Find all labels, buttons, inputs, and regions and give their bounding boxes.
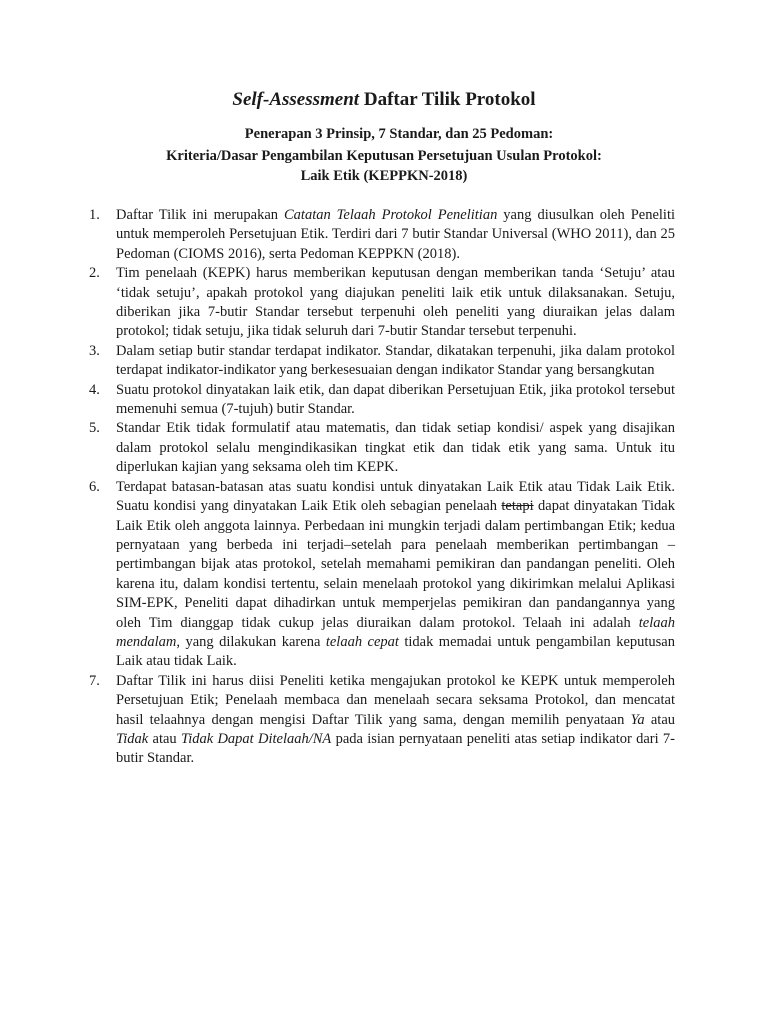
item-text: yang diusulkan oleh Peneliti untuk memperoleh Persetujuan Etik. Terdiri dari 7 butir Standar Universal (WHO 2011), dan 25 Pedoman (CIOMS 2016), serta Pedoman KEPPKN (2018). [116, 207, 675, 262]
item-text-italic: telaah cepat [325, 633, 399, 650]
item-text: atau [148, 730, 181, 747]
list-item-number: 3. [89, 342, 100, 359]
item-text: atau [644, 711, 676, 728]
list-item-number: 7. [89, 672, 100, 689]
item-text-italic: Tidak [116, 730, 149, 747]
title-rest: Daftar Tilik Protokol [359, 89, 536, 110]
numbered-list [89, 206, 675, 769]
list-item [89, 419, 675, 477]
subtitle-line-1: Penerapan 3 Prinsip, 7 Standar, dan 25 Pedoman: [244, 126, 554, 142]
subtitle-line-2: Kriteria/Dasar Pengambilan Keputusan Persetujuan Usulan Protokol: [166, 148, 602, 164]
item-text: Suatu protokol dinyatakan laik etik, dan dapat diberikan Persetujuan Etik, jika protokol tersebut memenuhi semua (7-tujuh) butir Standar. [116, 381, 675, 418]
item-text: Terdapat batasan-batasan atas suatu kondisi untuk dinyatakan Laik Etik atau Tidak Laik Etik. Suatu kondisi yang dinyatakan Laik Etik oleh sebagian penelaah [116, 478, 675, 515]
list-item [89, 264, 675, 342]
item-text: Dalam setiap butir standar terdapat indikator. Standar, dikatakan terpenuhi, jika dalam protokol terdapat indikator-indikator yang berkesesuaian dengan indikator Standar yang bersangkutan [116, 342, 675, 379]
item-text: Daftar Tilik ini merupakan [116, 207, 284, 223]
list-item [89, 478, 675, 672]
document-title [0, 88, 768, 112]
item-text: tidak memadai untuk pengambilan keputusan Laik atau tidak Laik. [116, 633, 675, 670]
list-item-number: 5. [89, 420, 100, 437]
item-text: pada isian pernyataan peneliti atas setiap indikator dari 7-butir Standar. [116, 730, 675, 767]
list-item [89, 342, 675, 381]
item-text: Daftar Tilik ini harus diisi Peneliti ketika mengajukan protokol ke KEPK untuk memperoleh Persetujuan Etik; Penelaah membaca dan menelaah secara seksama Protokol, dan mencatat hasil telaahnya dengan mengisi Daftar Tilik yang sama, dengan memilih penyataan [116, 672, 675, 728]
subtitle-line-3: Laik Etik (KEPPKN-2018) [300, 168, 468, 184]
item-text-italic: Ya [630, 711, 645, 728]
item-text-italic: Catatan Telaah Protokol Penelitian [284, 207, 498, 223]
title-italic-part: Self-Assessment [232, 89, 360, 110]
item-text: Standar Etik tidak formulatif atau matematis, dan tidak setiap kondisi/ aspek yang disajikan dalam protokol selalu mengindikasikan tingkat etik dan tidak etik yang sama. Untuk itu diperlukan kajian yang seksama oleh tim KEPK. [116, 420, 675, 476]
list-item-number: 4. [89, 381, 100, 398]
item-text-italic: Tidak Dapat Ditelaah/NA [180, 730, 332, 747]
item-text: dapat dinyatakan Tidak Laik Etik oleh anggota lainnya. Perbedaan ini mungkin terjadi dalam pertimbangan Etik; kedua pernyataan yang berbeda ini terjadi‒setelah para penelaah memberikan pertimbangan ‒ pertimbangan bijak atas protokol, setelah memahami pemikiran dan pandangan peneliti. Oleh karena itu, dalam kondisi tertentu, selain menelaah protokol yang dikirimkan melalui Aplikasi SIM-EPK, Peneliti dapat dihadirkan untuk memperjelas pemikiran dan pandangannya yang oleh Tim dianggap tidak cukup jelas diuraikan dalam protokol. Telaah ini adalah [116, 498, 675, 631]
item-text-italic: telaah mendalam [116, 614, 675, 650]
list-item-number: 1. [89, 207, 100, 223]
list-item-number: 6. [89, 478, 100, 495]
list-item-number: 2. [89, 265, 100, 282]
list-item [89, 206, 675, 264]
item-text-strikethrough: tetapi [501, 498, 534, 515]
list-item [89, 672, 675, 769]
item-text: , yang dilakukan karena [176, 633, 326, 650]
list-item [89, 381, 675, 420]
item-text: Tim penelaah (KEPK) harus memberikan keputusan dengan memberikan tanda ‘Setuju’ atau ‘tidak setuju’, apakah protokol yang diajukan peneliti laik etik untuk dilaksanakan. Setuju, diberikan jika 7-butir Standar tersebut terpenuhi oleh peneliti yang diuraikan jelas dalam protokol; tidak setuju, jika tidak seluruh dari 7-butir Standar tersebut terpenuhi. [116, 265, 675, 340]
